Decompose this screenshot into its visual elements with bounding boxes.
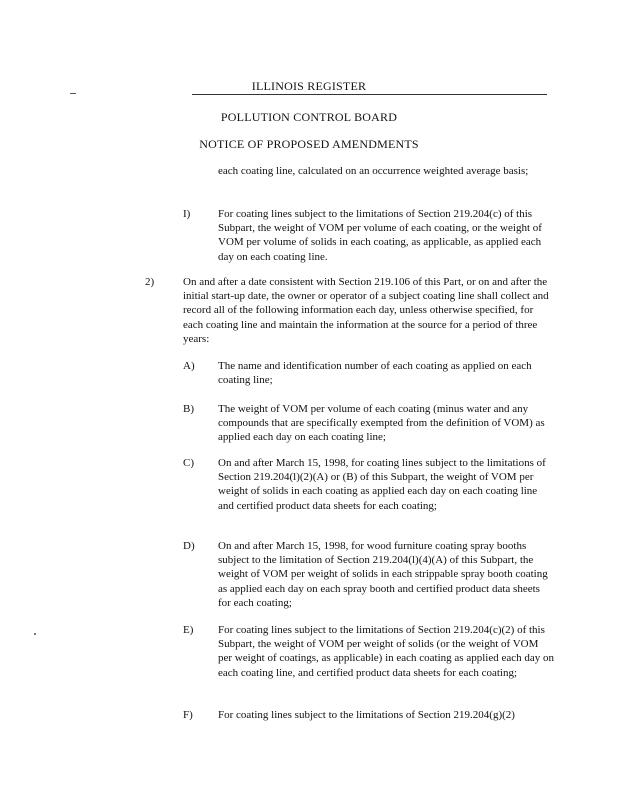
item-text-2: On and after a date consistent with Section 219.106 of this Part, or on and after the initial start-up date, the owner or operator of a subject coating line shall collect and record all of the following information each day, unless otherwise specified, for each coating line and maintain the information at the source for a period of three years: [183, 276, 549, 345]
subitem-label-E: E) [183, 624, 194, 636]
board-title: POLLUTION CONTROL BOARD [220, 110, 398, 124]
notice-title: NOTICE OF PROPOSED AMENDMENTS [199, 137, 419, 151]
subitem-text-B: The weight of VOM per volume of each coating (minus water and any compounds that are specifically exempted from the definition of VOM) as applied each day on each coating line; [218, 403, 545, 444]
subitem-text-D: On and after March 15, 1998, for wood furniture coating spray booths subject to the limitation of Section 219.204(l)(4)(A) of this Subpart, the weight of VOM per weight of solids in each strippable spray booth coating as applied each day on each spray booth and certified product data sheets for each coating; [218, 540, 548, 609]
subitem-text-A: The name and identification number of each coating as applied on each coating line; [218, 360, 532, 387]
subitem-label-F: F) [183, 709, 193, 721]
continuation-text: each coating line, calculated on an occurrence weighted average basis; [218, 165, 529, 177]
subitem-text-F: For coating lines subject to the limitations of Section 219.204(g)(2) [218, 709, 515, 721]
register-title: ILLINOIS REGISTER [251, 79, 367, 93]
header-rule [192, 94, 547, 95]
item-label-I: I) [183, 208, 191, 220]
subitem-label-B: B) [183, 403, 194, 415]
subitem-label-A: A) [183, 360, 195, 372]
subitem-text-E: For coating lines subject to the limitations of Section 219.204(c)(2) of this Subpart, the weight of VOM per weight of solids (or the weight of VOM per weight of coatings, as applicable) in each coating as applied each day on each coating line, and certified product data sheets for each coating; [218, 624, 554, 679]
margin-dot [34, 633, 36, 635]
subitem-text-C: On and after March 15, 1998, for coating lines subject to the limitations of Section 219.204(l)(2)(A) or (B) of this Subpart, the weight of VOM per weight of solids in each coating as applied each day on each coating line and certified product data sheets for each coating; [218, 457, 546, 512]
subitem-label-D: D) [183, 540, 195, 552]
item-label-2: 2) [145, 276, 155, 288]
subitem-label-C: C) [183, 457, 194, 469]
item-text-I: For coating lines subject to the limitations of Section 219.204(c) of this Subpart, the weight of VOM per volume of each coating, or the weight of VOM per volume of solids in each coating, as applicable, as applied each day on each coating line. [218, 208, 542, 263]
